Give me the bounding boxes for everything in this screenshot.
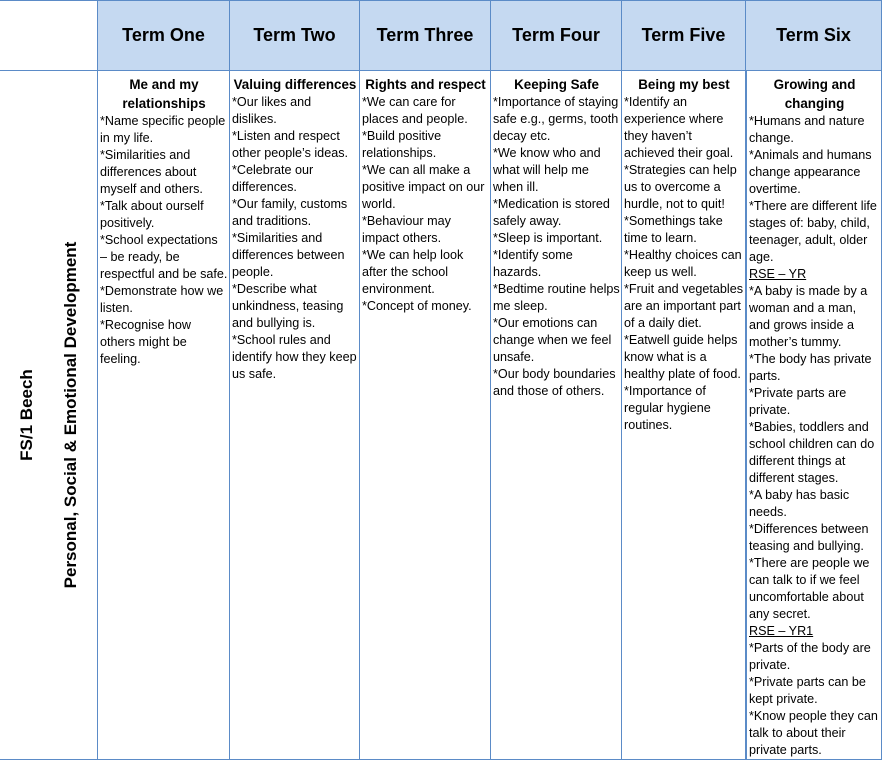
list-item: *There are different life stages of: baby, child, teenager, adult, older age. <box>749 199 877 264</box>
list-item: *Eatwell guide helps know what is a healthy plate of food. <box>624 333 741 381</box>
topic-title: Valuing differences <box>233 77 357 92</box>
term-five-header <box>622 0 746 71</box>
list-item: *Concept of money. <box>362 299 472 313</box>
class-name: FS/1 Beech <box>16 369 36 461</box>
term-header-label: Term Two <box>253 25 336 45</box>
list-item: *School expectations – be ready, be respectful and be safe. <box>100 233 228 281</box>
list-item: *Behaviour may impact others. <box>362 214 451 245</box>
topic-items <box>362 94 489 315</box>
list-item: *We know who and what will help me when ill. <box>493 146 601 194</box>
topic-title: Rights and respect <box>365 77 486 92</box>
list-item: *Humans and nature change. <box>749 114 865 145</box>
list-item: *Recognise how others might be feeling. <box>100 318 192 366</box>
rse-heading: RSE – YR <box>749 267 807 281</box>
topic-items <box>624 94 744 434</box>
list-item: *Listen and respect other people’s ideas. <box>232 129 348 160</box>
topic-items <box>749 113 880 759</box>
topic-items <box>232 94 358 383</box>
corner-cell <box>0 0 98 71</box>
term-header-label: Term Five <box>641 25 726 45</box>
list-item: *Healthy choices can keep us well. <box>624 248 742 279</box>
list-item: *Identify some hazards. <box>493 248 573 279</box>
list-item: *Our likes and dislikes. <box>232 95 312 126</box>
list-item: *Identify an experience where they haven’t achieved their goal. <box>624 95 734 160</box>
list-item: *Our family, customs and traditions. <box>232 197 348 228</box>
list-item: *Talk about ourself positively. <box>100 199 204 230</box>
list-item: *Build positive relationships. <box>362 129 442 160</box>
term-six-header <box>746 0 882 71</box>
list-item: *A baby is made by a woman and a man, and grows inside a mother’s tummy. <box>749 284 868 349</box>
list-item: *We can help look after the school environment. <box>362 248 464 296</box>
list-item: *Know people they can talk to about their private parts. <box>749 709 878 757</box>
list-item: *Strategies can help us to overcome a hurdle, not to quit! <box>624 163 737 211</box>
term-six-cell <box>746 71 882 760</box>
list-item: *A baby has basic needs. <box>749 488 850 519</box>
list-item: *Name specific people in my life. <box>100 114 226 145</box>
term-three-cell <box>360 71 491 760</box>
topic-title: Growing and changing <box>773 77 856 111</box>
term-header-label: Term Six <box>776 25 851 45</box>
list-item: *Sleep is important. <box>493 231 603 245</box>
list-item: *We can care for places and people. <box>362 95 468 126</box>
list-item: *Bedtime routine helps me sleep. <box>493 282 620 313</box>
list-item: *Importance of regular hygiene routines. <box>624 384 711 432</box>
term-header-label: Term Four <box>512 25 600 45</box>
list-item: *Similarities and differences between people. <box>232 231 345 279</box>
list-item: *Importance of staying safe e.g., germs, tooth decay etc. <box>493 95 619 143</box>
list-item: *Our body boundaries and those of others. <box>493 367 616 398</box>
term-two-cell <box>230 71 360 760</box>
term-header-label: Term One <box>122 25 205 45</box>
topic-title: Being my best <box>638 77 730 92</box>
list-item: *Demonstrate how we listen. <box>100 284 224 315</box>
list-item: *Parts of the body are private. <box>749 641 871 672</box>
list-item: *Private parts are private. <box>749 386 847 417</box>
list-item: *Medication is stored safely away. <box>493 197 610 228</box>
list-item: *Differences between teasing and bullying. <box>749 522 869 553</box>
topic-title: Keeping Safe <box>514 77 599 92</box>
topic-title: Me and my relationships <box>122 77 206 111</box>
list-item: *Celebrate our differences. <box>232 163 314 194</box>
list-item: *There are people we can talk to if we feel uncomfortable about any secret. <box>749 556 870 621</box>
term-one-cell <box>98 71 230 760</box>
term-three-header <box>360 0 491 71</box>
term-header-label: Term Three <box>376 25 474 45</box>
list-item: *We can all make a positive impact on our world. <box>362 163 485 211</box>
list-item: *Somethings take time to learn. <box>624 214 723 245</box>
list-item: *School rules and identify how they keep us safe. <box>232 333 357 381</box>
rse-heading: RSE – YR1 <box>749 624 814 638</box>
list-item: *Animals and humans change appearance overtime. <box>749 148 872 196</box>
list-item: *Describe what unkindness, teasing and bullying is. <box>232 282 344 330</box>
list-item: *Our emotions can change when we feel unsafe. <box>493 316 612 364</box>
row-label <box>5 242 93 589</box>
subject-name: Personal, Social & Emotional Development <box>60 241 80 589</box>
list-item: *The body has private parts. <box>749 352 872 383</box>
term-one-header <box>98 0 230 71</box>
row-label-cell <box>0 71 98 760</box>
list-item: *Private parts can be kept private. <box>749 675 866 706</box>
term-five-cell <box>622 71 746 760</box>
list-item: *Fruit and vegetables are an important part of a daily diet. <box>624 282 744 330</box>
list-item: *Babies, toddlers and school children can do different things at different stages. <box>749 420 875 485</box>
term-four-header <box>491 0 622 71</box>
term-four-cell <box>491 71 622 760</box>
topic-items <box>493 94 620 400</box>
topic-items <box>100 113 228 368</box>
term-two-header <box>230 0 360 71</box>
list-item: *Similarities and differences about myself and others. <box>100 148 203 196</box>
